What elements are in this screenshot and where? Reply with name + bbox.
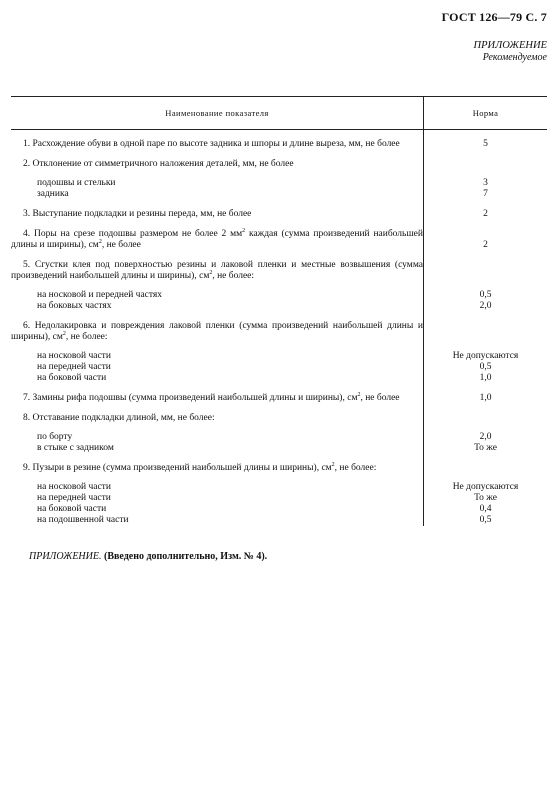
spec-table	[11, 96, 547, 526]
sub-indicator-label: подошвы и стельки	[37, 178, 116, 188]
table-subrow	[11, 432, 547, 443]
sub-norm-value: 0,5	[479, 515, 492, 525]
indicator-text: 1. Расхождение обуви в одной паре по высоте задника и шпоры и длине выреза, мм, не более	[23, 139, 400, 149]
norm-value	[424, 413, 548, 424]
sub-indicator-label: на подошвенной части	[37, 515, 129, 525]
table-subrow	[11, 301, 547, 312]
table-subrow	[11, 493, 547, 504]
norm-value: 2	[483, 209, 488, 219]
table-subrow	[11, 290, 547, 301]
norm-value: 2	[483, 240, 488, 250]
footer-note-label: ПРИЛОЖЕНИЕ.	[29, 551, 102, 562]
table-subrow	[11, 515, 547, 526]
sub-indicator-label: на передней части	[37, 493, 111, 503]
table-subrow	[11, 373, 547, 384]
sub-norm-value: Не допускаются	[452, 482, 519, 492]
norm-value	[424, 260, 548, 282]
table-row	[11, 209, 547, 220]
appendix-subtitle: Рекомендуемое	[482, 52, 547, 63]
sub-norm-value: Не допускаются	[452, 351, 519, 361]
table-row	[11, 260, 547, 282]
norm-value	[424, 463, 548, 474]
sub-indicator-label: на боковых частях	[37, 301, 112, 311]
sub-norm-value: 0,5	[479, 290, 492, 300]
indicator-text: 5. Сгустки клея под поверхностью резины и лаковой пленки и местные возвышения (сумма произведений наибольшей длины и ширины), $см^2$, не более:	[11, 260, 423, 281]
table-row	[11, 159, 547, 170]
footer-note	[29, 551, 267, 562]
table-subrow	[11, 482, 547, 493]
sub-norm-value: То же	[474, 493, 497, 503]
norm-value: 5	[483, 139, 488, 149]
sub-norm-value: 7	[483, 189, 488, 199]
table-row	[11, 463, 547, 474]
indicator-text: 3. Выступание подкладки и резины переда, мм, не более	[23, 209, 252, 219]
sub-norm-value: 1,0	[479, 373, 492, 383]
sub-norm-value: То же	[474, 443, 497, 453]
table-row	[11, 229, 547, 251]
norm-value	[424, 159, 548, 170]
sub-norm-value: 2,0	[479, 301, 492, 311]
table-header-row	[11, 97, 547, 130]
appendix-title	[474, 40, 548, 64]
appendix-label: ПРИЛОЖЕНИЕ	[473, 40, 547, 51]
table-row	[11, 413, 547, 424]
indicator-text: 7. Замины рифа подошвы (сумма произведений наибольшей длины и ширины), $см^2$, не более	[23, 391, 400, 403]
footer-note-text: (Введено дополнительно, Изм. № 4).	[104, 551, 268, 562]
sub-norm-value: 0,5	[479, 362, 492, 372]
table-subrow	[11, 178, 547, 189]
page-header: ГОСТ 126—79 С. 7	[441, 10, 547, 24]
indicator-text: 9. Пузыри в резине (сумма произведений наибольшей длины и ширины), $см^2$, не более:	[23, 461, 377, 473]
table-subrow	[11, 504, 547, 515]
sub-indicator-label: в стыке с задником	[37, 443, 114, 453]
sub-indicator-label: на боковой части	[37, 373, 107, 383]
sub-indicator-label: на носковой части	[37, 351, 111, 361]
column-header-name: Наименование показателя	[11, 97, 424, 130]
sub-indicator-label: задника	[37, 189, 69, 199]
sub-indicator-label: на носковой и передней частях	[37, 290, 163, 300]
indicator-text: 4. Поры на срезе подошвы размером не более 2 $мм^2$ каждая (сумма произведений наибольшей длины и ширины), $см^2$, не более	[11, 227, 423, 250]
indicator-text: 2. Отклонение от симметричного наложения деталей, мм, не более	[23, 159, 294, 169]
table-row	[11, 321, 547, 343]
sub-indicator-label: по борту	[37, 432, 73, 442]
table-subrow	[11, 189, 547, 200]
norm-value	[424, 321, 548, 343]
table-subrow	[11, 351, 547, 362]
indicator-text: 6. Недолакировка и повреждения лаковой пленки (сумма произведений наибольшей длины и ширины), $см^2$, не более:	[11, 321, 423, 342]
sub-indicator-label: на боковой части	[37, 504, 107, 514]
sub-indicator-label: на передней части	[37, 362, 111, 372]
spec-table-body	[11, 130, 547, 527]
norm-value: 1,0	[479, 393, 492, 403]
sub-norm-value: 2,0	[479, 432, 492, 442]
table-subrow	[11, 443, 547, 454]
table-row	[11, 393, 547, 404]
indicator-text: 8. Отставание подкладки длиной, мм, не более:	[23, 413, 215, 423]
sub-indicator-label: на носковой части	[37, 482, 111, 492]
table-row	[11, 139, 547, 150]
sub-norm-value: 3	[483, 178, 488, 188]
table-subrow	[11, 362, 547, 373]
sub-norm-value: 0,4	[479, 504, 492, 514]
column-header-norm: Норма	[424, 97, 548, 130]
